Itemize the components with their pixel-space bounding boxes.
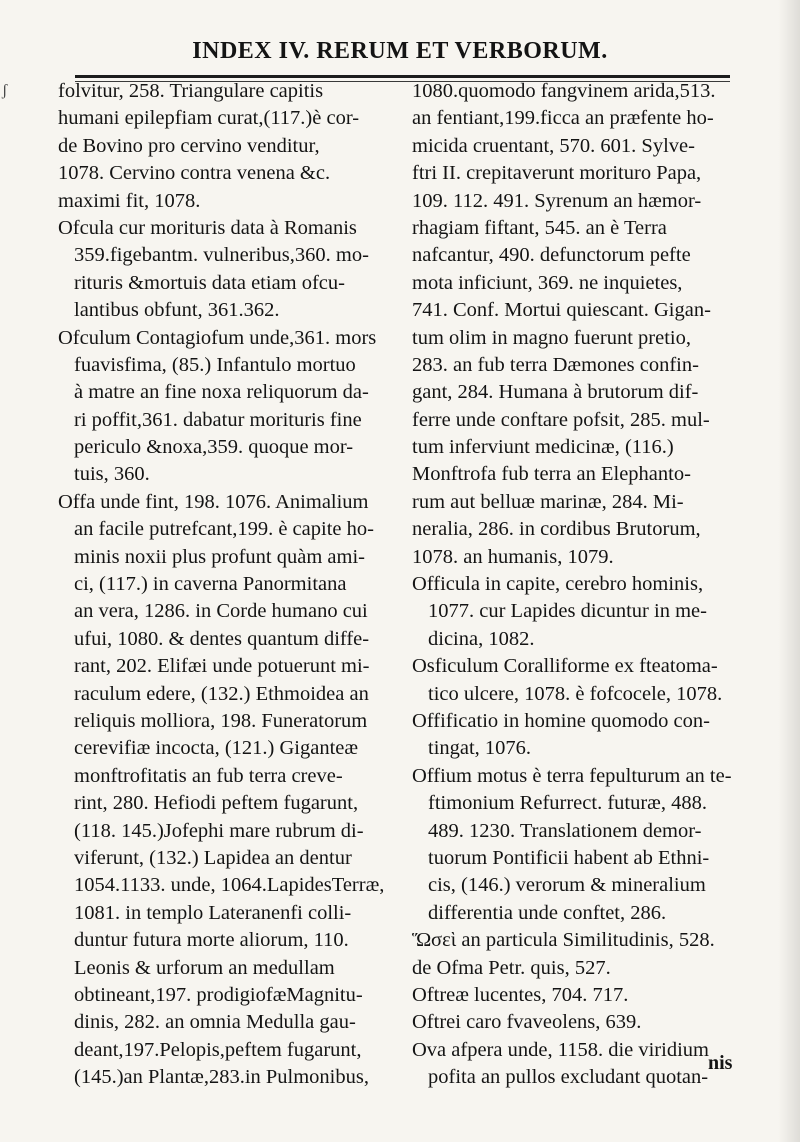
text-line: 1078. an humanis, 1079. xyxy=(412,545,614,568)
text-line: tico ulcere, 1078. è fofcocele, 1078. xyxy=(428,682,723,705)
text-line: micida cruentant, 570. 601. Sylve- xyxy=(412,134,695,157)
text-line: 741. Conf. Mortui quiescant. Gigan- xyxy=(412,299,711,322)
text-line: raculum edere, (132.) Ethmoidea an xyxy=(74,682,369,705)
text-line: ftri II. crepitaverunt morituro Papa, xyxy=(412,162,702,185)
left-column xyxy=(58,78,398,1091)
text-line: Offificatio in homine quomodo con- xyxy=(412,709,710,732)
text-line: reliquis molliora, 198. Funeratorum xyxy=(74,709,368,732)
text-line: de Ofma Petr. quis, 527. xyxy=(412,956,611,979)
text-line: à matre an fine noxa reliquorum da- xyxy=(74,381,369,404)
text-line: 489. 1230. Translationem demor- xyxy=(428,819,702,842)
text-line: 1077. cur Lapides dicuntur in me- xyxy=(428,600,707,623)
text-line: monftrofitatis an fub terra creve- xyxy=(74,764,343,787)
text-line: fuavisfima, (85.) Infantulo mortuo xyxy=(74,353,356,376)
text-line: ftimonium Refurrect. futuræ, 488. xyxy=(428,792,707,815)
running-head: INDEX IV. RERUM ET VERBORUM. xyxy=(192,38,608,64)
text-line: rum aut belluæ marinæ, 284. Mi- xyxy=(412,490,684,513)
text-line: Offium motus è terra fepulturum an te- xyxy=(412,764,732,787)
text-line: 1080.quomodo fangvinem arida,513. xyxy=(412,80,716,102)
text-line: Officula in capite, cerebro hominis, xyxy=(412,573,704,596)
text-line: 359.figebantm. vulneribus,360. mo- xyxy=(74,244,369,267)
text-line: dinis, 282. an omnia Medulla gau- xyxy=(74,1011,356,1034)
text-line: 109. 112. 491. Syrenum an hæmor- xyxy=(412,189,702,212)
text-line: 1054.1133. unde, 1064.LapidesTerræ, xyxy=(74,874,385,897)
text-line: Leonis & urforum an medullam xyxy=(74,956,335,979)
text-line: Monftrofa fub terra an Elephanto- xyxy=(412,463,691,486)
text-line: 1081. in templo Lateranenfi colli- xyxy=(74,901,352,924)
text-line: tum olim in magno fuerunt pretio, xyxy=(412,326,691,349)
text-line: Osficulum Coralliforme ex fteatoma- xyxy=(412,655,718,678)
text-line: minis noxii plus profunt quàm ami- xyxy=(74,545,365,568)
text-line: ufui, 1080. & dentes quantum diffe- xyxy=(74,627,370,650)
text-line: obtineant,197. prodigiofæMagnitu- xyxy=(74,983,363,1006)
text-line: rant, 202. Elifæi unde potuerunt mi- xyxy=(74,655,370,678)
text-line: dicina, 1082. xyxy=(428,627,535,650)
text-line: duntur futura morte aliorum, 110. xyxy=(74,929,349,952)
text-line: rhagiam fiftant, 545. an è Terra xyxy=(412,216,667,239)
text-line: (118. 145.)Jofephi mare rubrum di- xyxy=(74,819,364,842)
margin-mark: ʃ xyxy=(2,82,8,99)
catchword: nis xyxy=(708,1052,733,1074)
text-line: Oftreæ lucentes, 704. 717. xyxy=(412,983,629,1006)
text-line: an fentiant,199.ficca an præfente ho- xyxy=(412,107,714,130)
text-line: 1078. Cervino contra venena &c. xyxy=(58,162,331,185)
text-line: rint, 280. Hefiodi peftem fugarunt, xyxy=(74,792,359,815)
text-line: ri poffit,361. dabatur morituris fine xyxy=(74,408,362,431)
text-line: tuis, 360. xyxy=(74,463,150,486)
text-line: Offa unde fint, 198. 1076. Animalium xyxy=(58,490,369,513)
text-line: lantibus obfunt, 361.362. xyxy=(74,299,280,322)
text-line: tum inferviunt medicinæ, (116.) xyxy=(412,436,674,459)
text-line: rituris &mortuis data etiam ofcu- xyxy=(74,271,345,294)
text-line: an vera, 1286. in Corde humano cui xyxy=(74,600,368,623)
text-line: Ὥσεὶ an particula Similitudinis, 528. xyxy=(412,929,715,952)
text-line: nafcantur, 490. defunctorum pefte xyxy=(412,244,691,267)
text-line: gant, 284. Humana à brutorum dif- xyxy=(412,381,699,404)
text-line: neralia, 286. in cordibus Brutorum, xyxy=(412,518,701,541)
page-edge-shadow xyxy=(778,0,800,1142)
text-line: Ova afpera unde, 1158. die viridium xyxy=(412,1038,709,1061)
right-column xyxy=(412,78,742,1091)
text-line: differentia unde conftet, 286. xyxy=(428,901,667,924)
text-line: Oftrei caro fvaveolens, 639. xyxy=(412,1011,642,1034)
text-line: tingat, 1076. xyxy=(428,737,532,760)
text-line: folvitur, 258. Triangulare capitis xyxy=(58,80,324,102)
text-line: 283. an fub terra Dæmones confin- xyxy=(412,353,699,376)
text-line: ferre unde conftare pofsit, 285. mul- xyxy=(412,408,710,431)
text-line: de Bovino pro cervino venditur, xyxy=(58,134,320,157)
text-line: periculo &noxa,359. quoque mor- xyxy=(74,436,354,459)
text-line: Ofcula cur morituris data à Romanis xyxy=(58,216,357,239)
text-line: cis, (146.) verorum & mineralium xyxy=(428,874,706,897)
text-line: deant,197.Pelopis,peftem fugarunt, xyxy=(74,1038,362,1061)
text-line: Ofculum Contagiofum unde,361. mors xyxy=(58,326,377,349)
text-line: an facile putrefcant,199. è capite ho- xyxy=(74,518,374,541)
text-line: humani epilepfiam curat,(117.)è cor- xyxy=(58,107,360,130)
text-line: pofita an pullos excludant quotan- xyxy=(428,1066,709,1089)
text-line: viferunt, (132.) Lapidea an dentur xyxy=(74,846,352,869)
text-line: cerevifiæ incocta, (121.) Giganteæ xyxy=(74,737,359,760)
text-line: maximi fit, 1078. xyxy=(58,189,201,212)
text-line: (145.)an Plantæ,283.in Pulmonibus, xyxy=(74,1066,369,1089)
text-line: mota inficiunt, 369. ne inquietes, xyxy=(412,271,683,294)
text-line: tuorum Pontificii habent ab Ethni- xyxy=(428,846,710,869)
text-line: ci, (117.) in caverna Panormitana xyxy=(74,573,347,596)
